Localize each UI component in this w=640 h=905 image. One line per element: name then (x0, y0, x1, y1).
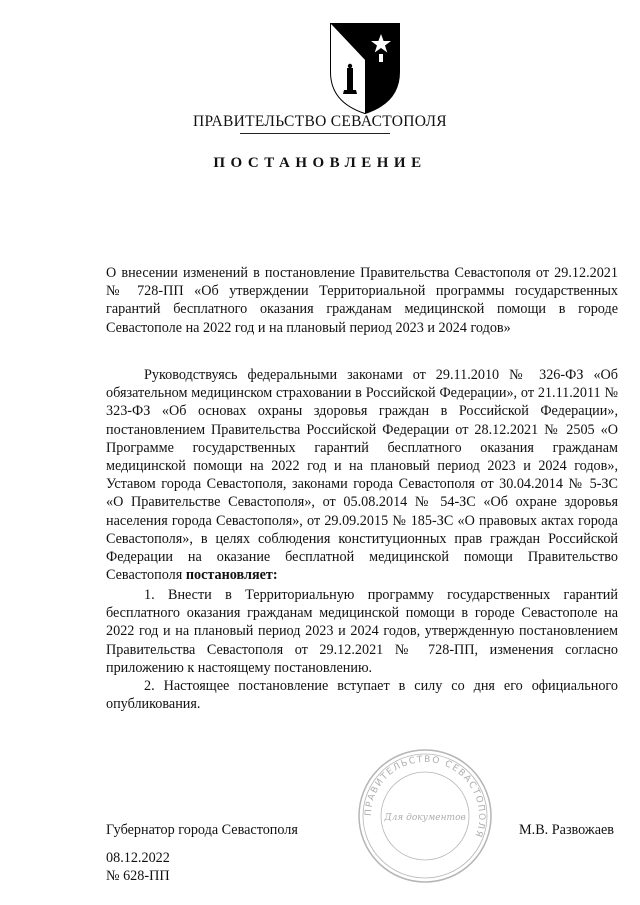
document-number: № 628-ПП (106, 868, 170, 884)
signatory-position: Губернатор города Севастополя (106, 822, 298, 838)
document-subject: О внесении изменений в постановление Правительства Севастополя от 29.12.2021 № 728-ПП «Об утверждении Территориальной программы государственных гарантий бесплатного оказания гражданам медицинской помощи в городе Севастополе на 2022 год и на плановый период 2023 и 2024 годов» (106, 265, 618, 336)
coat-of-arms-icon (325, 20, 405, 116)
decision-word: постановляет: (185, 567, 278, 584)
title-underline (240, 133, 390, 134)
resolution-item-1: 1. Внести в Территориальную программу государственных гарантий бесплатного оказания гражданам медицинской помощи в городе Севастополе на 2022 год и на плановый период 2023 и 2024 годов, утвержденную постановлением Правительства Севастополя от 29.12.2021 № 728-ПП, изменения согласно приложению к настоящему постановлению. (106, 587, 618, 676)
document-date: 08.12.2022 (106, 850, 170, 866)
preamble (106, 366, 618, 584)
official-seal (355, 746, 495, 886)
resolution-items (106, 586, 618, 713)
document-type: ПОСТАНОВЛЕНИЕ (213, 155, 427, 171)
seal-center-text: Для документов (384, 813, 466, 823)
resolution-item-2: 2. Настоящее постановление вступает в силу со дня его официального опубликования. (106, 678, 618, 713)
preamble-text: Руководствуясь федеральными законами от 29.11.2010 № 326-ФЗ «Об обязательном медицинском страховании в Российской Федерации», от 21.11.2011 № 323-ФЗ «Об основах охраны здоровья граждан в Российской Федерации», постановлением Правительства Российской Федерации от 28.12.2021 № 2505 «О Программе государственных гарантий бесплатного оказания гражданам медицинской помощи на 2022 год и на плановый период 2023 и 2024 годов», Уставом города Севастополя, законами города Севастополя от 30.04.2014 № 5-ЗС «О Правительстве Севастополя», от 05.08.2014 № 54-ЗС «Об охране здоровья населения города Севастополя», от 29.09.2015 № 185-ЗС «О правовых актах города Севастополя», в целях соблюдения конституционных прав граждан Российской Федерации на оказание бесплатной медицинской помощи Правительство Севастополя (106, 367, 618, 584)
signatory-name: М.В. Развожаев (519, 822, 614, 838)
authority-title: ПРАВИТЕЛЬСТВО СЕВАСТОПОЛЯ (193, 113, 447, 130)
seal-ring-text: ПРАВИТЕЛЬСТВО СЕВАСТОПОЛЯ (363, 754, 487, 840)
